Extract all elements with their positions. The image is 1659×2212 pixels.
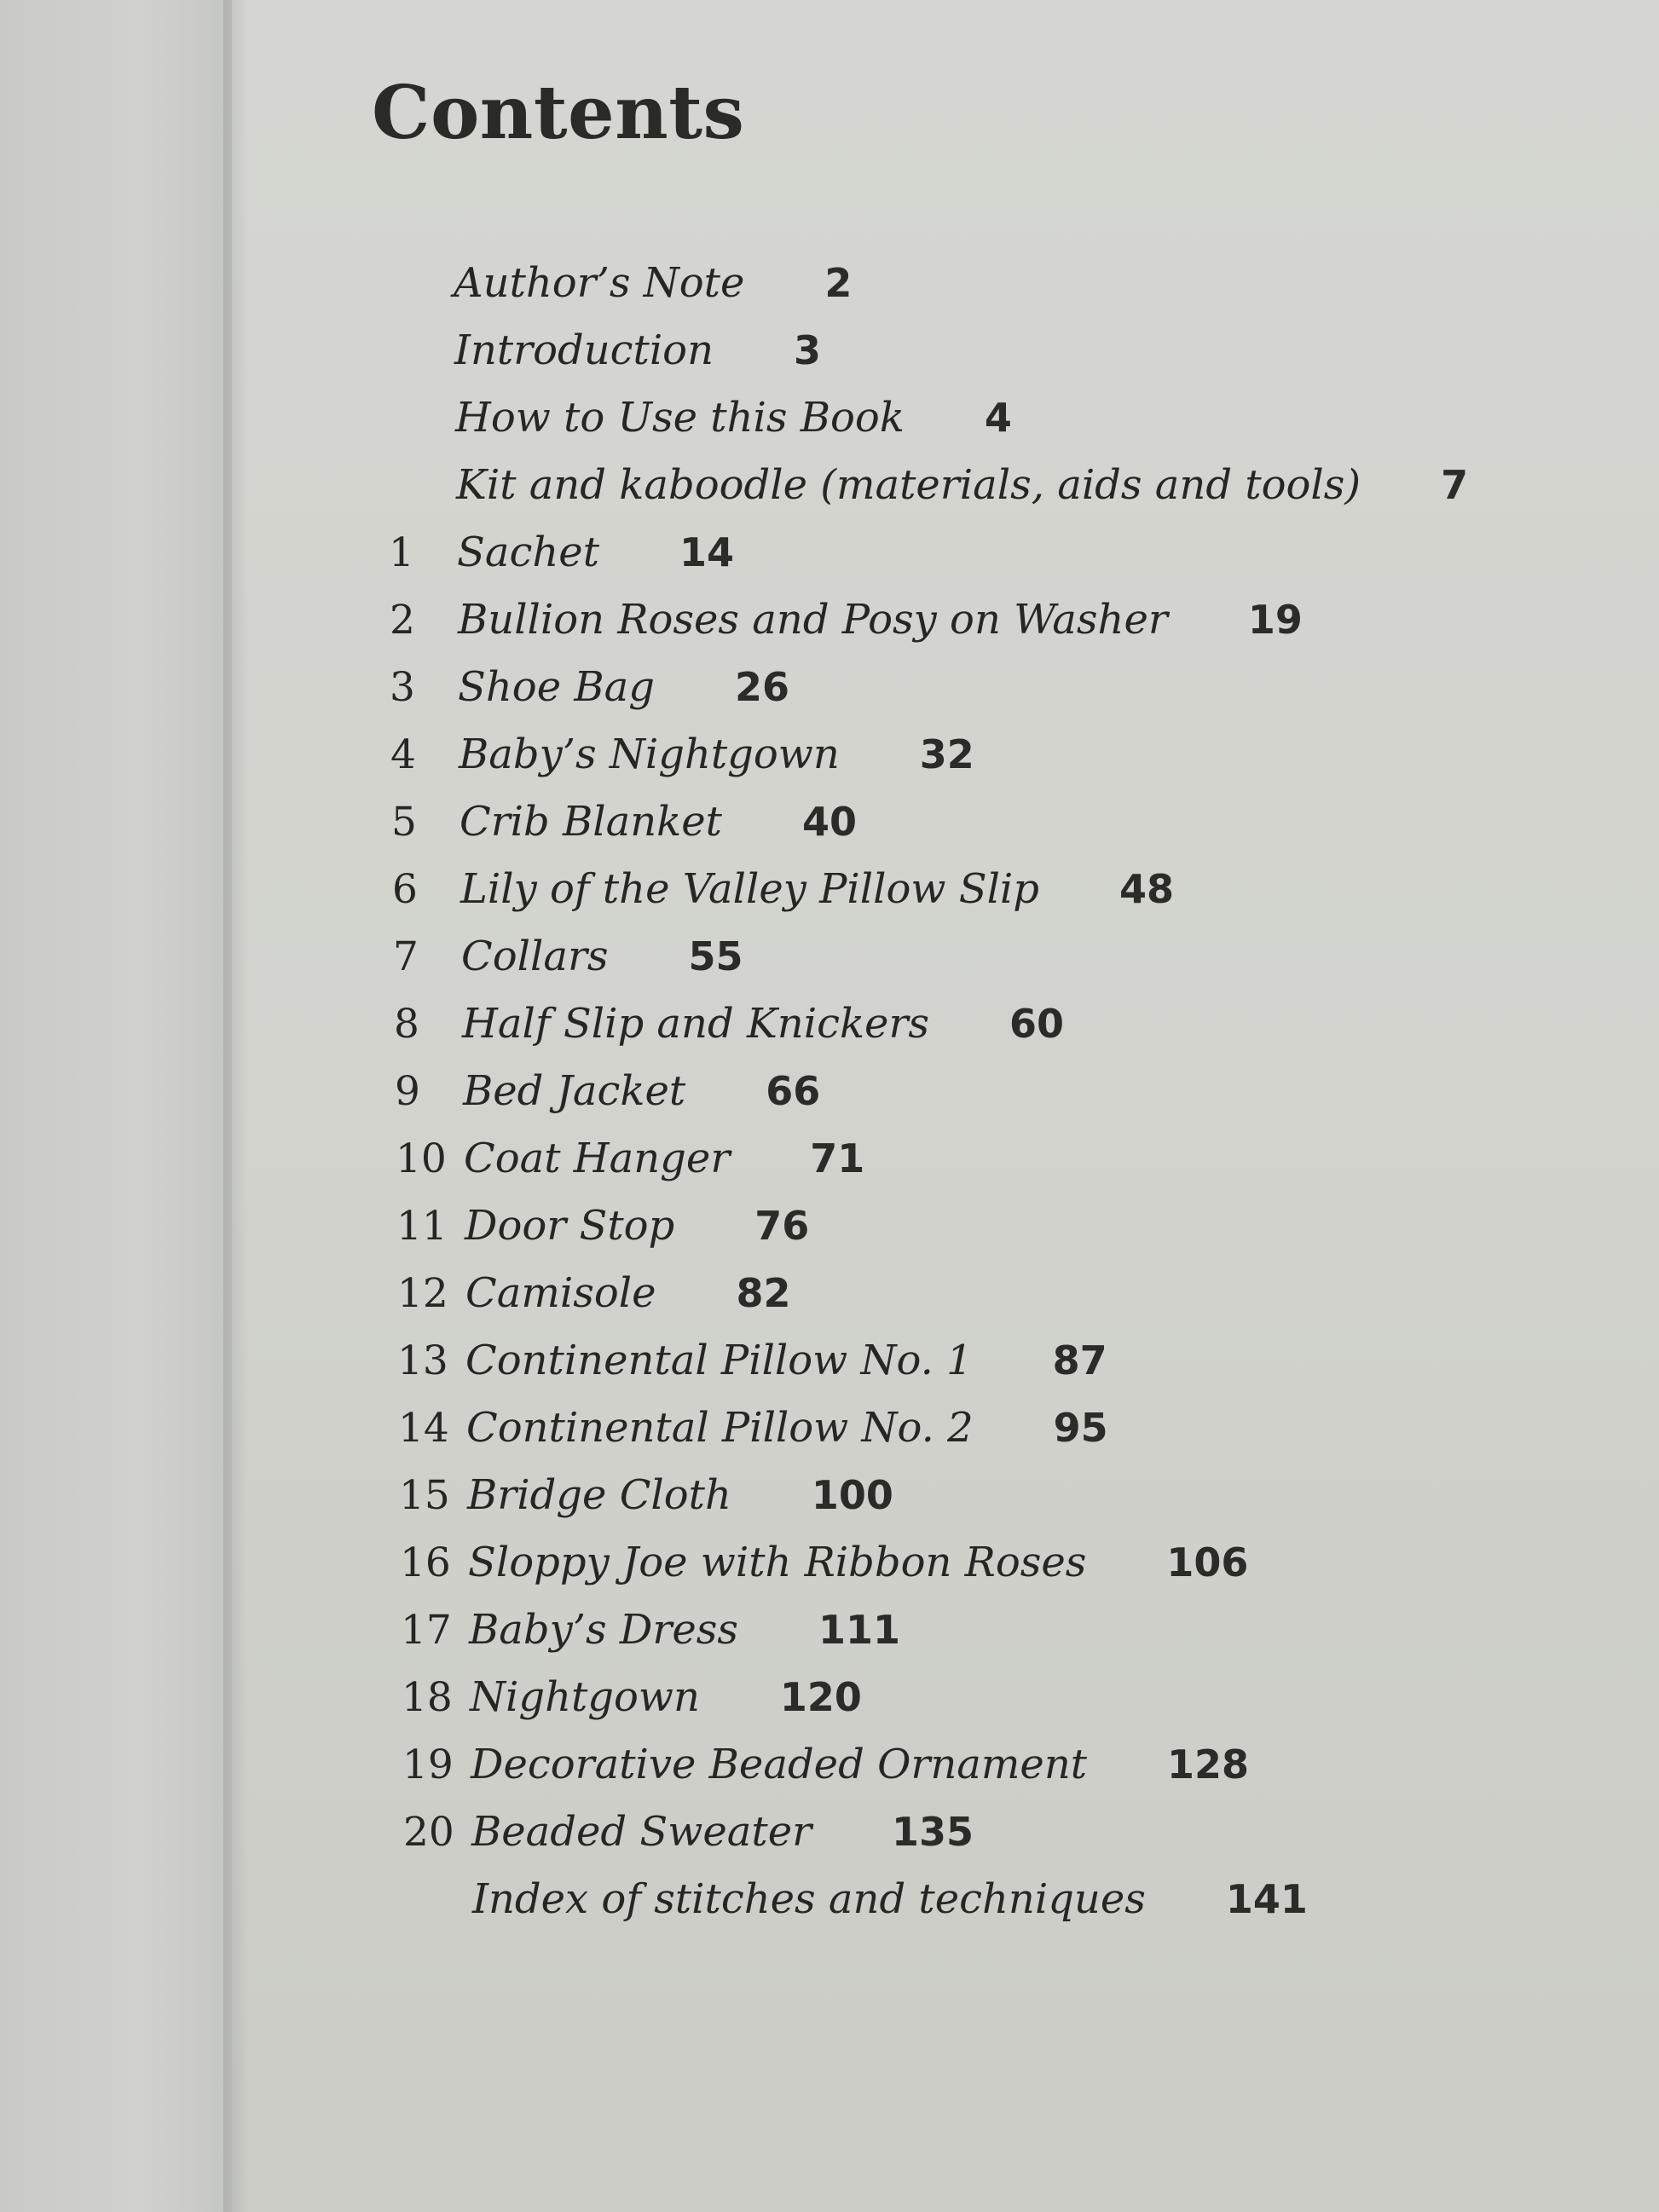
chapter-number: 9 <box>395 1068 420 1115</box>
chapter-number: 20 <box>403 1809 454 1856</box>
page-title: Contents <box>372 70 745 156</box>
chapter-title: Bed Jacket <box>463 1067 686 1115</box>
toc-entry <box>397 1269 791 1329</box>
page-number: 32 <box>919 731 974 777</box>
chapter-number: 5 <box>391 799 417 846</box>
chapter-number: 1 <box>389 529 414 576</box>
toc-entry <box>390 596 1303 656</box>
chapter-number: 12 <box>397 1270 448 1317</box>
page-number: 111 <box>818 1607 901 1653</box>
page-number: 19 <box>1247 597 1303 643</box>
page-number: 7 <box>1441 462 1469 508</box>
toc-entry <box>391 798 857 858</box>
chapter-title: Beaded Sweater <box>471 1808 812 1856</box>
chapter-title: Camisole <box>465 1269 656 1317</box>
toc-entry <box>388 461 1468 521</box>
toc-entry <box>404 1875 1308 1935</box>
page-number: 26 <box>734 664 789 710</box>
page-number: 82 <box>736 1270 791 1316</box>
page-number: 71 <box>810 1135 865 1181</box>
page-number: 4 <box>984 395 1012 441</box>
chapter-number: 10 <box>396 1135 447 1182</box>
chapter-number: 3 <box>390 664 415 711</box>
chapter-number: 8 <box>394 1001 419 1048</box>
chapter-title: Crib Blanket <box>460 798 722 846</box>
page-number: 128 <box>1167 1741 1250 1788</box>
page-number: 135 <box>892 1809 974 1855</box>
page-number: 60 <box>1009 1001 1065 1047</box>
toc-entry <box>396 1202 809 1262</box>
page-number: 3 <box>793 327 821 373</box>
toc-entry <box>392 865 1174 925</box>
toc-entry <box>387 394 1012 453</box>
page-number: 2 <box>824 260 853 306</box>
toc-entry <box>393 933 743 992</box>
chapter-title: Continental Pillow No. 2 <box>466 1404 974 1452</box>
toc-entry <box>394 1000 1064 1060</box>
toc-entry <box>403 1808 974 1868</box>
chapter-number: 18 <box>402 1674 453 1721</box>
chapter-title: Coat Hanger <box>464 1135 731 1182</box>
chapter-number: 15 <box>399 1472 450 1519</box>
chapter-title: Kit and kaboodle (materials, aids and tools) <box>456 461 1361 509</box>
page-number: 76 <box>754 1203 810 1249</box>
page-number: 106 <box>1166 1539 1249 1585</box>
chapter-title: Nightgown <box>470 1673 700 1721</box>
chapter-number: 16 <box>400 1539 451 1586</box>
page-number: 95 <box>1053 1405 1108 1451</box>
page-number: 48 <box>1119 866 1175 912</box>
page-number: 87 <box>1052 1337 1107 1383</box>
page-number: 55 <box>688 933 743 979</box>
toc-entry <box>402 1673 862 1733</box>
chapter-title: Baby’s Dress <box>469 1606 738 1654</box>
chapter-title: How to Use this Book <box>455 394 905 442</box>
chapter-number: 6 <box>392 866 418 913</box>
toc-entry <box>390 663 789 723</box>
chapter-number: 7 <box>393 933 419 980</box>
chapter-number: 11 <box>396 1203 448 1250</box>
page-number: 14 <box>679 529 735 575</box>
toc-entry <box>399 1471 893 1531</box>
chapter-title: Sloppy Joe with Ribbon Roses <box>468 1539 1087 1586</box>
page-number: 141 <box>1225 1876 1308 1922</box>
chapter-title: Half Slip and Knickers <box>462 1000 930 1048</box>
toc-entry <box>396 1135 864 1194</box>
chapter-number: 13 <box>397 1337 448 1384</box>
chapter-title: Shoe Bag <box>458 663 655 711</box>
toc-entry <box>385 259 852 319</box>
chapter-title: Door Stop <box>465 1202 675 1250</box>
chapter-title: Introduction <box>454 326 714 374</box>
toc-entry <box>398 1404 1108 1464</box>
chapter-number: 14 <box>398 1405 449 1452</box>
toc-entry <box>390 731 974 790</box>
chapter-title: Lily of the Valley Pillow Slip <box>460 865 1040 913</box>
chapter-title: Collars <box>461 933 609 980</box>
chapter-number: 19 <box>402 1741 454 1788</box>
toc-entry <box>389 528 734 588</box>
chapter-title: Sachet <box>457 528 599 576</box>
chapter-number: 4 <box>390 731 416 778</box>
chapter-title: Continental Pillow No. 1 <box>465 1337 973 1384</box>
chapter-title: Index of stitches and techniques <box>472 1875 1146 1923</box>
toc-entry <box>395 1067 820 1127</box>
chapter-title: Bullion Roses and Posy on Washer <box>458 596 1168 644</box>
chapter-number: 17 <box>401 1607 452 1654</box>
toc-entry <box>400 1539 1248 1598</box>
toc-entry <box>386 326 821 386</box>
chapter-title: Bridge Cloth <box>467 1471 731 1519</box>
chapter-title: Author’s Note <box>454 259 745 307</box>
toc-entry <box>397 1337 1107 1396</box>
chapter-number: 2 <box>390 597 415 644</box>
page-number: 66 <box>766 1068 821 1114</box>
page-number: 40 <box>801 799 857 845</box>
page-number: 100 <box>811 1472 893 1518</box>
toc-entry <box>402 1741 1249 1800</box>
page-number: 120 <box>779 1674 862 1720</box>
toc-entry <box>401 1606 900 1666</box>
chapter-title: Baby’s Nightgown <box>459 731 840 778</box>
chapter-title: Decorative Beaded Ornament <box>471 1741 1088 1788</box>
